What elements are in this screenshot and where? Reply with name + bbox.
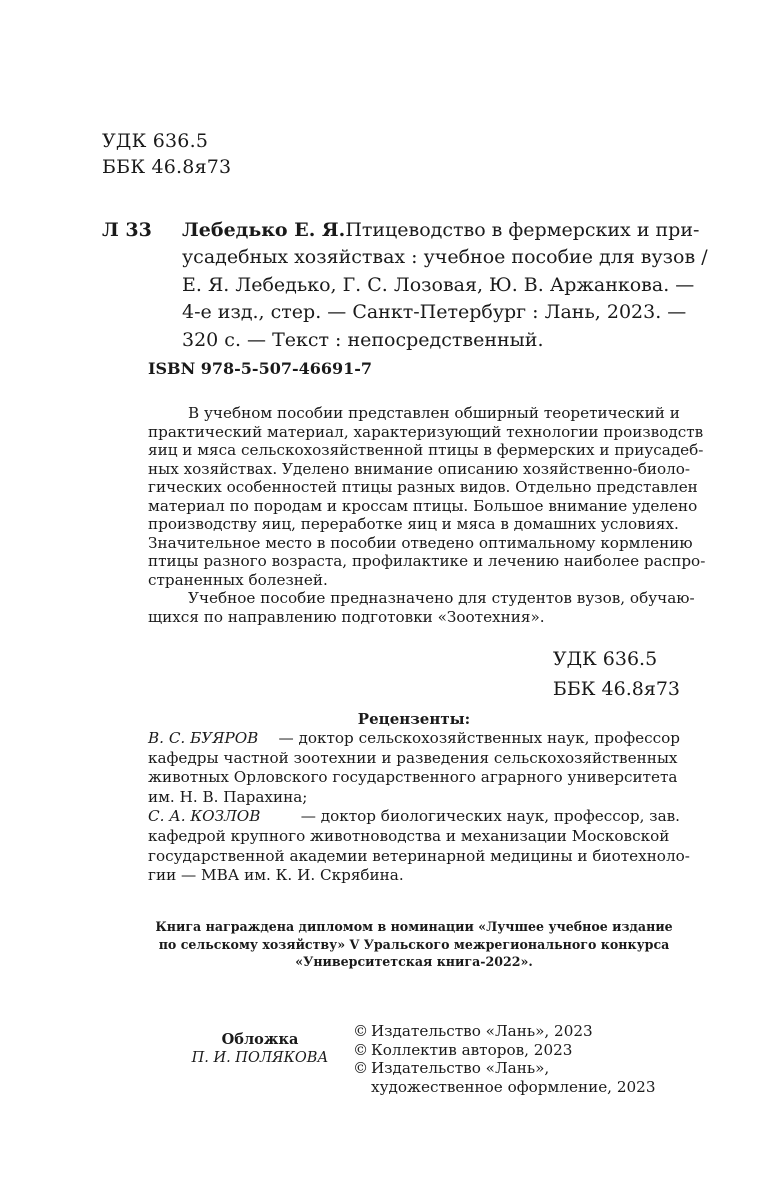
award-line: «Университетская книга-2022».: [295, 954, 533, 970]
cover-credit: [160, 1030, 360, 1068]
isbn: ISBN 978-5-507-46691-7: [148, 359, 373, 378]
annotation-text: Учебное пособие предназначено для студентов вузов, обучаю-: [188, 589, 695, 607]
biblio-line: [182, 272, 695, 299]
copyright-text: Издательство «Лань»,: [371, 1059, 550, 1078]
biblio-author: Лебедько Е. Я.: [182, 219, 346, 241]
reviewer-text: — доктор биологических наук, профессор, зав.: [300, 807, 680, 826]
biblio-line: [182, 217, 700, 244]
reviewer-text: гии — МВА им. К. И. Скрябина.: [148, 866, 404, 885]
classification-right: [553, 644, 680, 704]
annotation: [148, 404, 706, 626]
annotation-text: щихся по направлению подготовки «Зоотехния».: [148, 607, 545, 626]
biblio-line-5: 320 с. — Текст : непосредственный.: [182, 328, 544, 351]
annotation-line: [148, 589, 695, 608]
biblio-line-2: усадебных хозяйствах : учебное пособие для вузов /: [182, 246, 708, 269]
annotation-text: практический материал, характеризующий технологии производств: [148, 422, 704, 441]
annotation-text: птицы разного возраста, профилактике и лечению наиболее распро-: [148, 552, 706, 570]
biblio-line-3: Е. Я. Лебедько, Г. С. Лозовая, Ю. В. Аржанкова. —: [182, 273, 695, 296]
annotation-line: [148, 404, 680, 423]
copyright-line: [353, 1059, 683, 1078]
award-line: Книга награждена дипломом в номинации «Лучшее учебное издание: [155, 919, 673, 934]
copyright-line: художественное оформление, 2023: [371, 1077, 656, 1096]
reviewer-name: С. А. КОЗЛОВ: [148, 807, 261, 826]
cover-artist: П. И. ПОЛЯКОВА: [191, 1050, 329, 1066]
annotation-text: ных хозяйствах. Уделено внимание описанию хозяйственно-биоло-: [148, 459, 691, 478]
annotation-line: [148, 422, 704, 442]
annotation-line: [148, 552, 706, 571]
annotation-text: материал по породам и кроссам птицы. Большое внимание уделено: [148, 496, 698, 515]
classification-top: [102, 128, 231, 180]
biblio-line: [182, 327, 660, 354]
annotation-line: [148, 571, 680, 590]
reviewer-text: кафедры частной зоотехнии и разведения сельскохозяйственных: [148, 748, 678, 767]
annotation-text: Значительное место в пособии отведено оптимальному кормлению: [148, 533, 693, 552]
annotation-text: В учебном пособии представлен обширный теоретический и: [188, 404, 680, 422]
reviewer-line: [148, 768, 680, 788]
copyright-icon: ©: [353, 1040, 369, 1059]
reviewer-name: В. С. БУЯРОВ: [148, 729, 259, 747]
copyright-text: Коллектив авторов, 2023: [371, 1040, 573, 1059]
reviewer-line: [148, 749, 680, 769]
annotation-line: [148, 478, 698, 497]
annotation-text: производству яиц, переработке яиц и мяса в домашних условиях.: [148, 515, 679, 533]
reviewer-line: [148, 846, 690, 867]
annotation-line: [148, 459, 691, 479]
copyright-line: [353, 1022, 683, 1041]
annotation-text: яиц и мяса сельскохозяйственной птицы в фермерских и приусадеб-: [148, 441, 704, 459]
reviewers-list: [148, 729, 690, 886]
annotation-line: [148, 496, 698, 516]
award-note: [148, 918, 680, 971]
copyright-text: Издательство «Лань», 2023: [371, 1022, 593, 1040]
reviewer-line: [148, 827, 680, 847]
reviewer-text: — доктор сельскохозяйственных наук, профессор: [278, 729, 680, 747]
reviewer-text: животных Орловского государственного аграрного университета: [148, 768, 678, 787]
award-line: по сельскому хозяйству» V Уральского межрегионального конкурса: [158, 936, 670, 952]
biblio-line: [182, 244, 708, 271]
reviewer-line: [148, 729, 680, 749]
biblio-line: [182, 299, 687, 326]
annotation-text: гических особенностей птицы разных видов. Отдельно представлен: [148, 478, 698, 496]
copyright-line: [353, 1041, 683, 1060]
biblio-line-4: 4-е изд., стер. — Санкт-Петербург : Лань, 2023. —: [182, 301, 687, 324]
bbk-code-right: ББК 46.8я73: [552, 678, 680, 700]
annotation-line: [148, 608, 680, 627]
bbk-code-top: ББК 46.8я73: [102, 156, 232, 178]
reviewer-text: государственной академии ветеринарной медицины и биотехноло-: [148, 846, 690, 865]
reviewers-title: Рецензенты:: [357, 710, 471, 728]
copyright-icon: ©: [353, 1022, 369, 1040]
annotation-line: [148, 515, 680, 534]
bibliographic-description: [182, 217, 708, 354]
copyright-block: [353, 1022, 683, 1096]
udk-code-top: УДК 636.5: [102, 130, 209, 152]
copyright-icon: ©: [353, 1059, 369, 1078]
udk-code-right: УДК 636.5: [552, 648, 658, 670]
annotation-text: страненных болезней.: [148, 570, 328, 589]
reviewer-line: [148, 807, 680, 827]
biblio-title-start: Птицеводство в фермерских и при-: [345, 219, 700, 241]
reviewer-line: [148, 866, 680, 886]
annotation-line: [148, 441, 704, 460]
reviewer-line: [148, 788, 680, 808]
cover-label: Обложка: [221, 1031, 299, 1048]
annotation-line: [148, 533, 693, 553]
reviewer-text: им. Н. В. Парахина;: [148, 787, 308, 806]
reviewer-text: кафедрой крупного животноводства и механизации Московской: [148, 826, 670, 845]
author-code: Л 33: [102, 219, 152, 241]
